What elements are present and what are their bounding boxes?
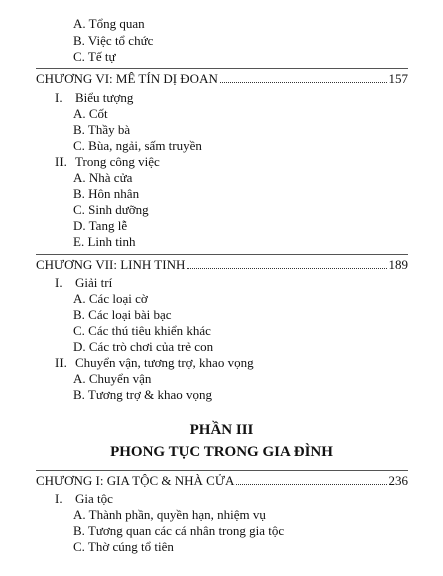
- toc-item: A. Chuyển vận: [73, 371, 152, 386]
- page-number: 189: [388, 257, 408, 272]
- divider: [36, 254, 408, 255]
- chapter-7-entry: [36, 257, 408, 273]
- toc-item: E. Linh tinh: [73, 234, 136, 249]
- toc-item: A. Tổng quan: [73, 16, 145, 31]
- chapter-title: CHƯƠNG VII: LINH TINH: [36, 257, 186, 272]
- section-heading: II. Trong công việc: [55, 154, 160, 169]
- section-heading: I. Gia tộc: [55, 491, 113, 506]
- chapter-6-entry: [36, 71, 408, 87]
- leader-dots: [220, 82, 387, 83]
- chapter-1-entry: [36, 473, 408, 489]
- toc-item: A. Thành phần, quyền hạn, nhiệm vụ: [73, 507, 266, 522]
- toc-item: C. Sinh dưỡng: [73, 202, 149, 217]
- part-label: PHẦN III: [189, 422, 254, 438]
- toc-item: C. Tế tự: [73, 49, 116, 64]
- section-heading: II. Chuyển vận, tương trợ, khao vọng: [55, 355, 254, 370]
- toc-item: C. Các thú tiêu khiển khác: [73, 323, 211, 338]
- toc-item: D. Các trò chơi của trẻ con: [73, 339, 214, 354]
- toc-item: D. Tang lễ: [73, 218, 128, 233]
- section-heading: I. Giải trí: [55, 275, 113, 290]
- part-title: PHONG TỤC TRONG GIA ĐÌNH: [110, 444, 333, 460]
- toc-item: C. Thờ cúng tổ tiên: [73, 539, 174, 554]
- toc-item: B. Thầy bà: [73, 122, 131, 137]
- leader-dots: [187, 268, 386, 269]
- toc-item: B. Các loại bài bạc: [73, 307, 172, 322]
- section-heading: I. Biểu tượng: [55, 90, 134, 105]
- toc-item: A. Cốt: [73, 106, 108, 121]
- page-number: 157: [388, 71, 408, 86]
- toc-item: B. Việc tổ chức: [73, 33, 154, 48]
- page-number: 236: [388, 473, 408, 488]
- toc-item: B. Tương quan các cá nhân trong gia tộc: [73, 523, 285, 538]
- leader-dots: [236, 484, 386, 485]
- toc-item: A. Nhà cửa: [73, 170, 133, 185]
- divider: [36, 470, 408, 471]
- toc-item: A. Các loại cờ: [73, 291, 148, 306]
- toc-item: B. Tương trợ & khao vọng: [73, 387, 212, 402]
- chapter-title: CHƯƠNG VI: MÊ TÍN DỊ ĐOAN: [36, 71, 218, 86]
- toc-item: C. Bùa, ngải, sấm truyền: [73, 138, 202, 153]
- divider: [36, 68, 408, 69]
- toc-item: B. Hôn nhân: [73, 186, 140, 201]
- chapter-title: CHƯƠNG I: GIA TỘC & NHÀ CỬA: [36, 473, 235, 488]
